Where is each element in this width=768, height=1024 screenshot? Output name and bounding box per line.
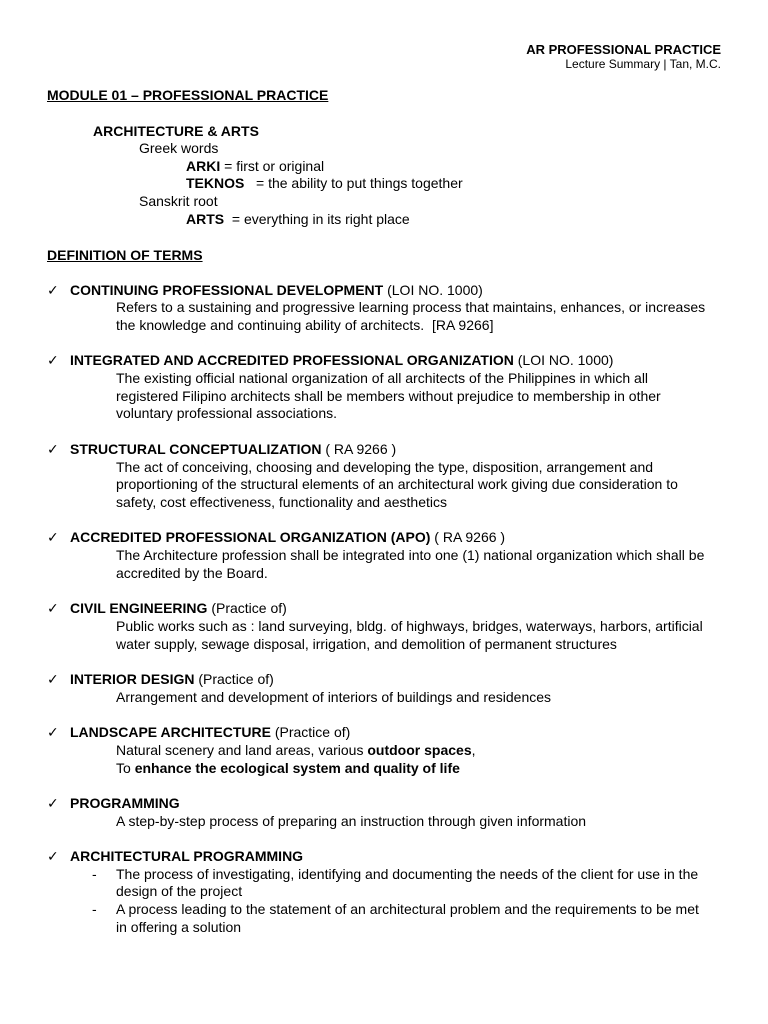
arts-term: ARTS	[186, 211, 225, 227]
term-la-def-2	[116, 759, 460, 777]
bold-phrase: enhance the ecological system and quality of life	[134, 760, 460, 776]
bullet-dash: -	[92, 901, 97, 917]
term-iapo-def-2: registered Filipino architects shall be members without prejudice to membership in other	[116, 388, 661, 404]
term-ref: (Practice of)	[207, 600, 287, 616]
term-ap: ARCHITECTURAL PROGRAMMING	[70, 848, 304, 864]
term-ap-item1-line1: The process of investigating, identifying and documenting the needs of the client for use in the	[116, 866, 699, 882]
check-icon: ✓	[47, 282, 59, 298]
term-prog: PROGRAMMING	[70, 795, 180, 811]
term-ref: (Practice of)	[270, 724, 351, 740]
term-iapo-def-3: voluntary professional associations.	[116, 405, 338, 421]
term-apo-def-2: accredited by the Board.	[116, 565, 268, 581]
check-icon: ✓	[47, 724, 59, 740]
check-icon: ✓	[47, 529, 59, 545]
term-ref: (LOI NO. 1000)	[513, 352, 614, 368]
check-icon: ✓	[47, 795, 59, 811]
term-title: INTEGRATED AND ACCREDITED PROFESSIONAL ORGANIZATION	[70, 352, 514, 368]
term-ref: (Practice of)	[194, 671, 274, 687]
module-title: MODULE 01 – PROFESSIONAL PRACTICE	[47, 87, 329, 103]
term-ap-item2-line1: A process leading to the statement of an architectural problem and the requirements to be met	[116, 901, 699, 917]
term-la	[70, 723, 350, 741]
term-la-def-1	[116, 741, 476, 759]
term-sc-def-1: The act of conceiving, choosing and developing the type, disposition, arrangement and	[116, 459, 654, 475]
check-icon: ✓	[47, 848, 59, 864]
text-run: Natural scenery and land areas, various	[116, 742, 368, 758]
sanskrit-label: Sanskrit root	[139, 193, 218, 209]
teknos-definition	[186, 174, 463, 192]
check-icon: ✓	[47, 352, 59, 368]
term-ap-item1-line2: design of the project	[116, 883, 243, 899]
term-ref: ( RA 9266 )	[430, 529, 506, 545]
term-sc-def-3: safety, cost effectiveness, functionality and aesthetics	[116, 494, 447, 510]
term-ce-def-1: Public works such as : land surveying, bldg. of highways, bridges, waterways, harbors, artificial	[116, 618, 703, 634]
arch-arts-heading: ARCHITECTURE & ARTS	[93, 123, 259, 139]
arki-definition	[186, 157, 324, 175]
term-iapo-def-1: The existing official national organization of all architects of the Philippines in which all	[116, 370, 649, 386]
term-id-def-1: Arrangement and development of interiors of buildings and residences	[116, 689, 552, 705]
term-apo-def-1: The Architecture profession shall be integrated into one (1) national organization which shall be	[116, 547, 705, 563]
check-icon: ✓	[47, 671, 59, 687]
term-title: ACCREDITED PROFESSIONAL ORGANIZATION (APO)	[70, 529, 431, 545]
term-title: CIVIL ENGINEERING	[70, 600, 208, 616]
term-sc-def-2: proportioning of the structural elements of an architectural work giving due consideration to	[116, 476, 678, 492]
arki-def: = first or original	[220, 158, 325, 174]
bold-phrase: outdoor spaces	[367, 742, 472, 758]
term-title: INTERIOR DESIGN	[70, 671, 195, 687]
term-ref: (LOI NO. 1000)	[383, 282, 483, 298]
text-run: ,	[471, 742, 476, 758]
term-sc	[70, 440, 396, 458]
term-title: LANDSCAPE ARCHITECTURE	[70, 724, 271, 740]
term-apo	[70, 528, 505, 546]
check-icon: ✓	[47, 441, 59, 457]
term-title: CONTINUING PROFESSIONAL DEVELOPMENT	[70, 282, 384, 298]
text-run: To	[116, 760, 135, 776]
term-ce	[70, 599, 287, 617]
greek-words-label: Greek words	[139, 140, 219, 156]
arts-definition	[186, 210, 410, 228]
term-cpd-def-2: the knowledge and continuing ability of architects. [RA 9266]	[116, 317, 494, 333]
header-title: AR PROFESSIONAL PRACTICE	[526, 42, 721, 57]
term-cpd-def-1: Refers to a sustaining and progressive learning process that maintains, enhances, or increases	[116, 299, 706, 315]
term-title: STRUCTURAL CONCEPTUALIZATION	[70, 441, 322, 457]
check-icon: ✓	[47, 600, 59, 616]
term-cpd	[70, 281, 483, 299]
teknos-term: TEKNOS	[186, 175, 245, 191]
header-subtitle: Lecture Summary | Tan, M.C.	[565, 57, 721, 71]
term-iapo	[70, 351, 613, 369]
term-ce-def-2: water supply, sewage disposal, irrigation, and demolition of permanent structures	[116, 636, 617, 652]
arki-term: ARKI	[186, 158, 221, 174]
term-ref: ( RA 9266 )	[321, 441, 397, 457]
definitions-heading: DEFINITION OF TERMS	[47, 247, 203, 263]
bullet-dash: -	[92, 866, 97, 882]
teknos-def: = the ability to put things together	[244, 175, 463, 191]
term-id	[70, 670, 274, 688]
term-ap-item2-line2: in offering a solution	[116, 919, 242, 935]
arts-def: = everything in its right place	[224, 211, 410, 227]
term-prog-def-1: A step-by-step process of preparing an instruction through given information	[116, 813, 587, 829]
